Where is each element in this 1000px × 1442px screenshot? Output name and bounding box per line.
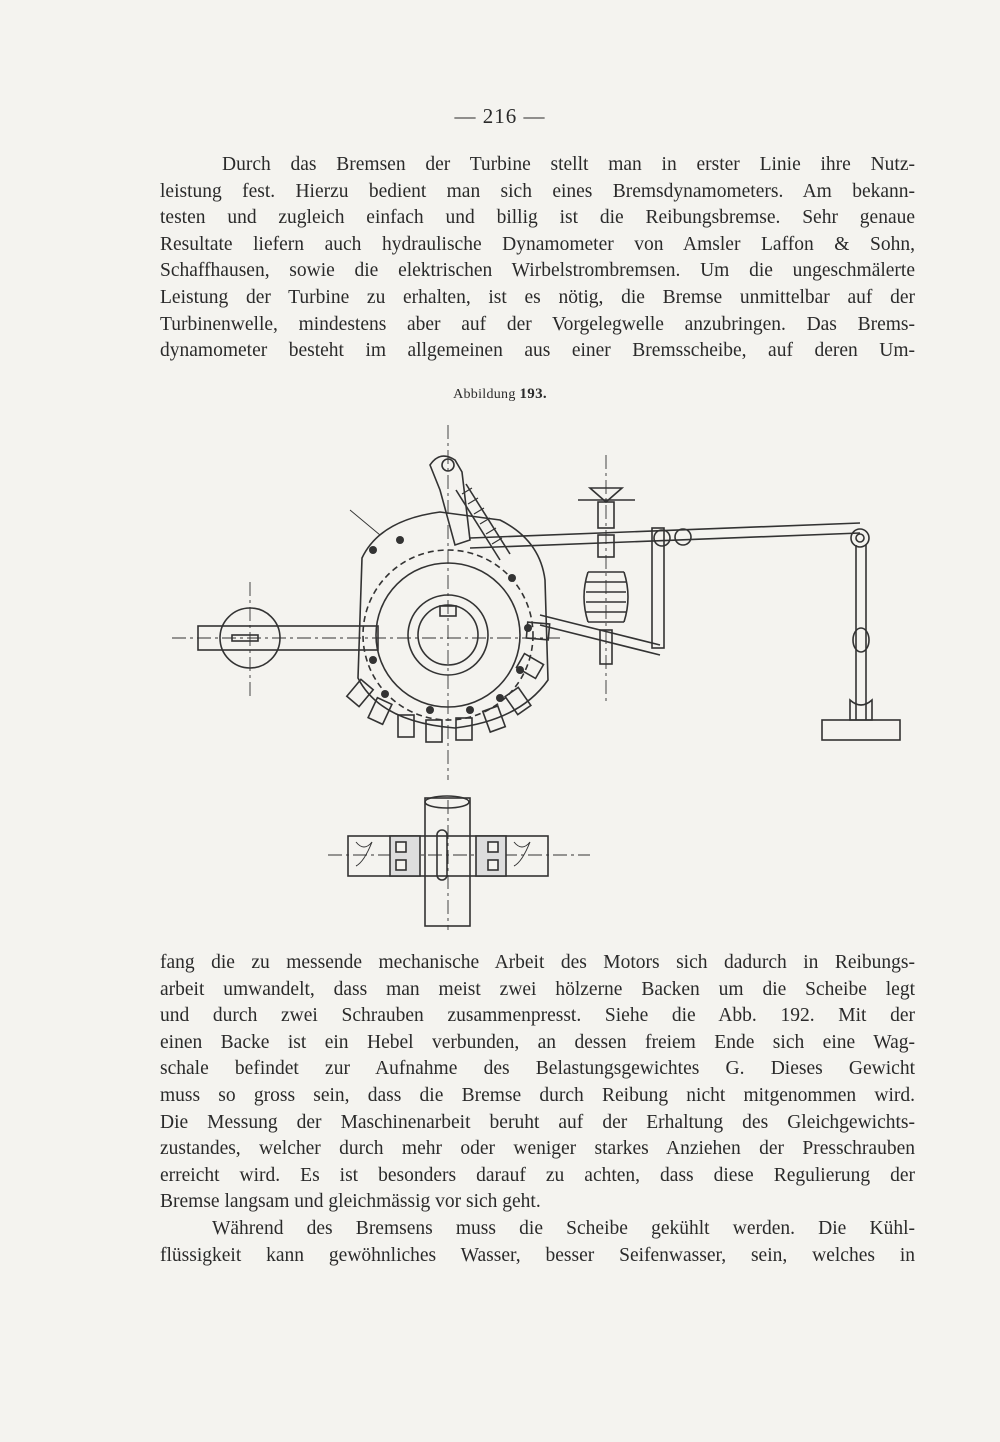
text-line: muss so gross sein, dass die Bremse durch Reibung nicht mitgenommen wird.	[160, 1084, 915, 1106]
paragraph-2	[160, 950, 915, 1269]
text-line: Resultate liefern auch hydraulische Dynamometer von Amsler Laffon & Sohn,	[160, 233, 915, 255]
text-line: schale befindet zur Aufnahme des Belastungsgewichtes G. Dieses Gewicht	[160, 1058, 915, 1080]
text-line: Turbinenwelle, mindestens aber auf der Vorgelegwelle anzubringen. Das Brems-	[160, 313, 915, 335]
text-line: erreicht wird. Es ist besonders darauf zu achten, dass diese Regulierung der	[160, 1164, 915, 1186]
text-line: zustandes, welcher durch mehr oder weniger starkes Anziehen der Presschrauben	[160, 1138, 915, 1160]
text-line: flüssigkeit kann gewöhnliches Wasser, besser Seifenwasser, sein, welches in	[160, 1244, 915, 1266]
text-line: fang die zu messende mechanische Arbeit des Motors sich dadurch in Reibungs-	[160, 952, 915, 973]
text-line: leistung fest. Hierzu bedient man sich eines Bremsdynamometers. Am bekann-	[160, 180, 915, 202]
text-line: testen und zugleich einfach und billig ist die Reibungsbremse. Sehr genaue	[160, 207, 915, 229]
text-line: dynamometer besteht im allgemeinen aus einer Bremsscheibe, auf deren Um-	[160, 340, 915, 362]
text-line: einen Backe ist ein Hebel verbunden, an dessen freiem Ende sich eine Wag-	[160, 1031, 915, 1053]
paragraph-1	[160, 152, 915, 365]
figure-caption	[0, 386, 1000, 403]
brake-dynamometer-drawing	[0, 410, 1000, 940]
caption-number: 193.	[519, 386, 547, 402]
text-line: Durch das Bremsen der Turbine stellt man in erster Linie ihre Nutz-	[222, 154, 915, 175]
text-line: arbeit umwandelt, dass man meist zwei hölzerne Backen um die Scheibe legt	[160, 978, 915, 1000]
handwheel-spring	[578, 488, 635, 664]
text-line: und durch zwei Schrauben zusammenpresst. Siehe die Abb. 192. Mit der	[160, 1005, 915, 1027]
text-line: Während des Bremsens muss die Scheibe gekühlt werden. Die Kühl-	[212, 1217, 915, 1239]
text-line: Leistung der Turbine zu erhalten, ist es nötig, die Bremse unmittelbar auf der	[160, 286, 915, 308]
clamp-lever	[350, 456, 510, 560]
text-line: Die Messung der Maschinenarbeit beruht auf der Erhaltung des Gleichgewichts-	[160, 1111, 915, 1133]
text-line: Bremse langsam und gleichmässig vor sich geht.	[160, 1191, 541, 1213]
text-line: Schaffhausen, sowie die elektrischen Wirbelstrombremsen. Um die ungeschmälerte	[160, 260, 915, 282]
balance-beam	[470, 523, 900, 740]
caption-label: Abbildung	[453, 387, 516, 402]
page-number: — 216 —	[454, 104, 546, 128]
